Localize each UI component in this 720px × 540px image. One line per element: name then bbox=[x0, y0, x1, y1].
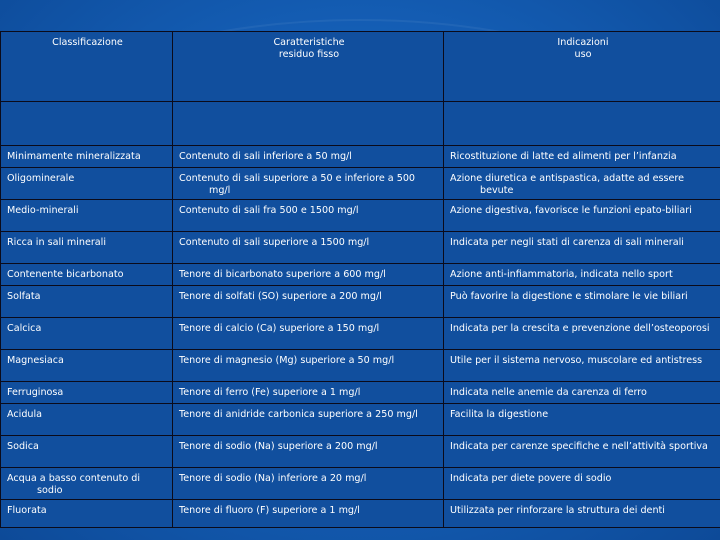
cell-classificazione: Sodica bbox=[1, 436, 173, 468]
table-row bbox=[1, 500, 720, 528]
header-classificazione bbox=[1, 32, 173, 102]
table-row bbox=[1, 168, 720, 200]
table-row bbox=[1, 382, 720, 404]
cell-caratteristiche: Tenore di sodio (Na) inferiore a 20 mg/l bbox=[173, 468, 444, 500]
table-row bbox=[1, 146, 720, 168]
cell-uso-text: Azione diuretica e antispastica, adatte ad essere bevute bbox=[450, 173, 685, 196]
header-indicazioni bbox=[444, 32, 720, 102]
cell-caratteristiche: Tenore di bicarbonato superiore a 600 mg/l bbox=[173, 264, 444, 286]
cell-uso: Indicata per diete povere di sodio bbox=[444, 468, 720, 500]
table-row bbox=[1, 350, 720, 382]
header-caratteristiche-line2: residuo fisso bbox=[278, 49, 340, 60]
cell-classificazione: Calcica bbox=[1, 318, 173, 350]
table-header-row bbox=[1, 32, 720, 102]
cell-caratteristiche: Tenore di fluoro (F) superiore a 1 mg/l bbox=[173, 500, 444, 528]
table-row bbox=[1, 436, 720, 468]
header-indicazioni-line2: uso bbox=[574, 49, 592, 60]
empty-cell bbox=[1, 102, 173, 146]
cell-uso: Indicata per negli stati di carenza di sali minerali bbox=[444, 232, 720, 264]
cell-caratteristiche: Contenuto di sali superiore a 1500 mg/l bbox=[173, 232, 444, 264]
cell-caratteristiche: Tenore di anidride carbonica superiore a 250 mg/l bbox=[173, 404, 444, 436]
cell-classificazione: Minimamente mineralizzata bbox=[1, 146, 173, 168]
table-empty-row bbox=[1, 102, 720, 146]
table-row bbox=[1, 318, 720, 350]
cell-uso bbox=[444, 350, 720, 382]
table-row bbox=[1, 404, 720, 436]
cell-classificazione: Solfata bbox=[1, 286, 173, 318]
cell-uso: Può favorire la digestione e stimolare le vie biliari bbox=[444, 286, 720, 318]
cell-caratteristiche: Contenuto di sali inferiore a 50 mg/l bbox=[173, 146, 444, 168]
cell-classificazione bbox=[1, 468, 173, 500]
cell-classificazione-text: Acqua a basso contenuto di sodio bbox=[7, 473, 141, 496]
cell-uso bbox=[444, 318, 720, 350]
cell-caratteristiche: Tenore di calcio (Ca) superiore a 150 mg/l bbox=[173, 318, 444, 350]
mineral-water-classification-table bbox=[0, 31, 720, 528]
empty-cell bbox=[444, 102, 720, 146]
cell-uso: Ricostituzione di latte ed alimenti per l’infanzia bbox=[444, 146, 720, 168]
header-caratteristiche bbox=[173, 32, 444, 102]
cell-caratteristiche: Contenuto di sali fra 500 e 1500 mg/l bbox=[173, 200, 444, 232]
cell-classificazione: Oligominerale bbox=[1, 168, 173, 200]
table-row bbox=[1, 264, 720, 286]
cell-caratteristiche: Tenore di magnesio (Mg) superiore a 50 mg/l bbox=[173, 350, 444, 382]
cell-uso: Azione anti-infiammatoria, indicata nello sport bbox=[444, 264, 720, 286]
table-row bbox=[1, 468, 720, 500]
cell-uso bbox=[444, 168, 720, 200]
table-row bbox=[1, 232, 720, 264]
cell-classificazione: Ricca in sali minerali bbox=[1, 232, 173, 264]
cell-caratteristiche: Tenore di ferro (Fe) superiore a 1 mg/l bbox=[173, 382, 444, 404]
cell-caratteristiche-text: Contenuto di sali superiore a 50 e inferiore a 500 mg/l bbox=[179, 173, 416, 196]
cell-uso: Utilizzata per rinforzare la struttura dei denti bbox=[444, 500, 720, 528]
cell-classificazione: Contenente bicarbonato bbox=[1, 264, 173, 286]
cell-uso-text: Indicata per la crescita e prevenzione dell’osteoporosi bbox=[450, 323, 710, 334]
cell-caratteristiche: Tenore di solfati (SO) superiore a 200 mg/l bbox=[173, 286, 444, 318]
cell-uso: Facilita la digestione bbox=[444, 404, 720, 436]
cell-caratteristiche: Tenore di sodio (Na) superiore a 200 mg/l bbox=[173, 436, 444, 468]
mineral-water-classification-table-wrapper bbox=[0, 31, 720, 528]
cell-classificazione: Medio-minerali bbox=[1, 200, 173, 232]
cell-uso bbox=[444, 436, 720, 468]
header-classificazione-label: Classificazione bbox=[52, 37, 123, 48]
cell-classificazione: Ferruginosa bbox=[1, 382, 173, 404]
header-indicazioni-line1: Indicazioni bbox=[557, 37, 609, 48]
empty-cell bbox=[173, 102, 444, 146]
cell-uso: Azione digestiva, favorisce le funzioni epato-biliari bbox=[444, 200, 720, 232]
header-caratteristiche-line1: Caratteristiche bbox=[273, 37, 345, 48]
cell-caratteristiche bbox=[173, 168, 444, 200]
cell-classificazione: Acidula bbox=[1, 404, 173, 436]
cell-classificazione: Magnesiaca bbox=[1, 350, 173, 382]
cell-uso: Indicata nelle anemie da carenza di ferro bbox=[444, 382, 720, 404]
cell-uso-text: Indicata per carenze specifiche e nell’attività sportiva bbox=[450, 441, 708, 452]
cell-classificazione: Fluorata bbox=[1, 500, 173, 528]
table-row bbox=[1, 200, 720, 232]
cell-uso-text: Utile per il sistema nervoso, muscolare ed antistress bbox=[450, 355, 703, 366]
table-row bbox=[1, 286, 720, 318]
